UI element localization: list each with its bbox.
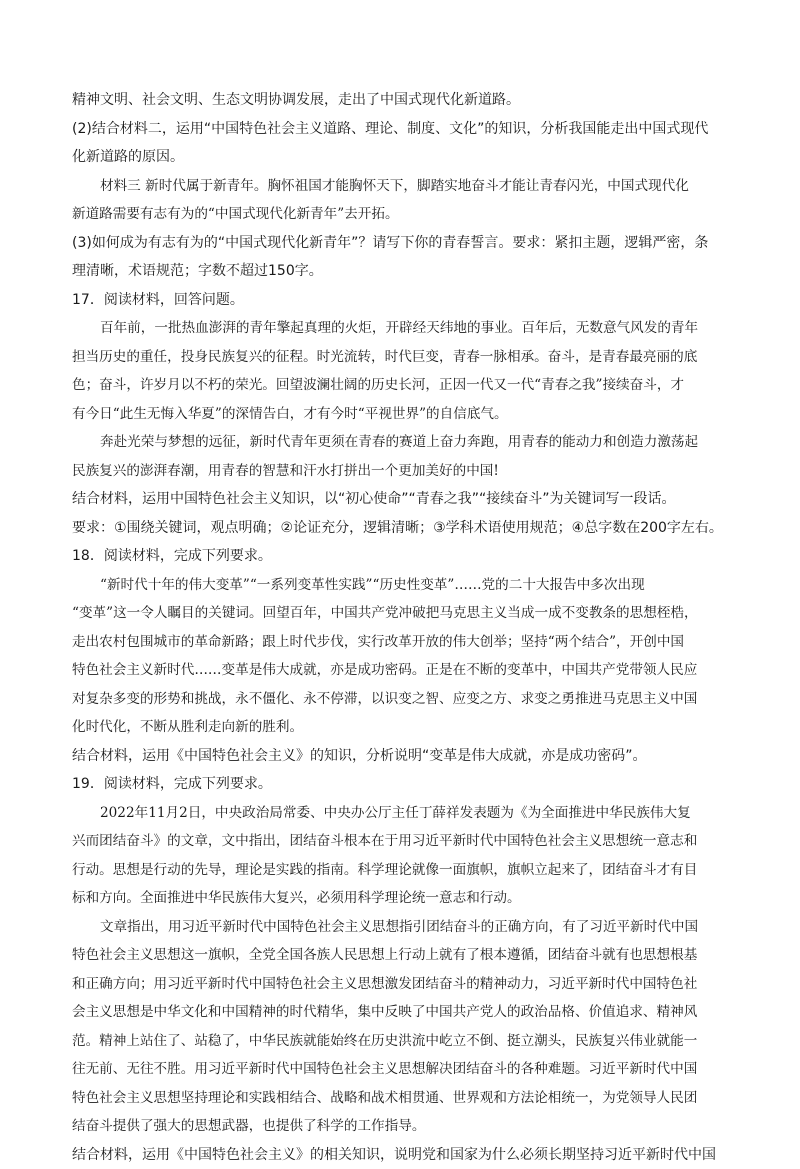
- q18-material-line: 化时代化，不断从胜利走向新的胜利。: [72, 713, 732, 742]
- q18-material-line: “变革”这一令人瞩目的关键词。回望百年，中国共产党冲破把马克思主义当成一成不变教条的思想桎梏，: [72, 599, 732, 628]
- q18-material-line: 对复杂多变的形势和挑战，永不僵化、永不停滞，以识变之智、应变之方、求变之勇推进马克思主义中国: [72, 685, 732, 714]
- q19-task: 结合材料，运用《中国特色社会主义》的相关知识，说明党和国家为什么必须长期坚持习近平新时代中国: [72, 1141, 732, 1169]
- q16-sub2-line: (2)结合材料二，运用“中国特色社会主义道路、理论、制度、文化”的知识，分析我国能走出中国式现代: [72, 115, 732, 144]
- q18-task: 结合材料，运用《中国特色社会主义》的知识，分析说明“变革是伟大成就，亦是成功密码”。: [72, 742, 732, 771]
- q19-material-line: 标和方向。全面推进中华民族伟大复兴，必须用科学理论统一意志和行动。: [72, 884, 732, 913]
- q17-material-line: 有今日“此生无悔入华夏”的深情告白，才有今时“平视世界”的自信底气。: [72, 400, 732, 429]
- q19-material-line: 行动。思想是行动的先导，理论是实践的指南。科学理论就像一面旗帜，旗帜立起来了，团结奋斗才有目: [72, 856, 732, 885]
- q19-material-line: 兴而团结奋斗》的文章，文中指出，团结奋斗根本在于用习近平新时代中国特色社会主义思想统一意志和: [72, 827, 732, 856]
- q17-material-line: 担当历史的重任，投身民族复兴的征程。时光流转，时代巨变，青春一脉相承。奋斗，是青春最亮丽的底: [72, 343, 732, 372]
- q19-material-line: 和正确方向；用习近平新时代中国特色社会主义思想激发团结奋斗的精神动力，习近平新时代中国特色社: [72, 970, 732, 999]
- q19-material-line: 结奋斗提供了强大的思想武器，也提供了科学的工作指导。: [72, 1112, 732, 1141]
- document-page: [72, 86, 732, 1169]
- q16-material3-line: 材料三 新时代属于新青年。胸怀祖国才能胸怀天下，脚踏实地奋斗才能让青春闪光，中国式现代化: [72, 172, 732, 201]
- q17-requirements: 要求：①围绕关键词，观点明确；②论证充分，逻辑清晰；③学科术语使用规范；④总字数在200字左右。: [72, 514, 732, 543]
- q19-material-line: 往无前、无往不胜。用习近平新时代中国特色社会主义思想解决团结奋斗的各种难题。习近平新时代中国: [72, 1055, 732, 1084]
- q17-material-line: 民族复兴的澎湃春潮，用青春的智慧和汗水打拼出一个更加美好的中国!: [72, 457, 732, 486]
- q16-continuation: 精神文明、社会文明、生态文明协调发展，走出了中国式现代化新道路。: [72, 86, 732, 115]
- q17-material-line: 色；奋斗，许岁月以不朽的荣光。回望波澜壮阔的历史长河，正因一代又一代“青春之我”接续奋斗，才: [72, 371, 732, 400]
- q19-material-line: 会主义思想是中华文化和中国精神的时代精华，集中反映了中国共产党人的政治品格、价值追求、精神风: [72, 998, 732, 1027]
- q19-material-line: 文章指出，用习近平新时代中国特色社会主义思想指引团结奋斗的正确方向，有了习近平新时代中国: [72, 913, 732, 942]
- q19-material-line: 范。精神上站住了、站稳了，中华民族就能始终在历史洪流中屹立不倒、挺立潮头，民族复兴伟业就能一: [72, 1027, 732, 1056]
- q17-title: 17．阅读材料，回答问题。: [72, 286, 732, 315]
- q18-material-line: “新时代十年的伟大变革”“一系列变革性实践”“历史性变革”……党的二十大报告中多次出现: [72, 571, 732, 600]
- q18-title: 18．阅读材料，完成下列要求。: [72, 542, 732, 571]
- q16-sub3-line: (3)如何成为有志有为的“中国式现代化新青年”？请写下你的青春誓言。要求：紧扣主题，逻辑严密，条: [72, 229, 732, 258]
- q19-material-line: 2022年11月2日，中央政治局常委、中央办公厅主任丁薛祥发表题为《为全面推进中华民族伟大复: [72, 799, 732, 828]
- q19-material-line: 特色社会主义思想坚持理论和实践相结合、战略和战术相贯通、世界观和方法论相统一，为党领导人民团: [72, 1084, 732, 1113]
- q16-sub3-line: 理清晰，术语规范；字数不超过150字。: [72, 257, 732, 286]
- q17-task: 结合材料，运用中国特色社会主义知识，以“初心使命”“青春之我”“接续奋斗”为关键词写一段话。: [72, 485, 732, 514]
- q16-material3-line: 新道路需要有志有为的“中国式现代化新青年”去开拓。: [72, 200, 732, 229]
- q19-title: 19．阅读材料，完成下列要求。: [72, 770, 732, 799]
- q18-material-line: 特色社会主义新时代……变革是伟大成就，亦是成功密码。正是在不断的变革中，中国共产党带领人民应: [72, 656, 732, 685]
- q17-material-line: 百年前，一批热血澎湃的青年擎起真理的火炬，开辟经天纬地的事业。百年后，无数意气风发的青年: [72, 314, 732, 343]
- q19-material-line: 特色社会主义思想这一旗帜，全党全国各族人民思想上行动上就有了根本遵循，团结奋斗就有也思想根基: [72, 941, 732, 970]
- q18-material-line: 走出农村包围城市的革命新路；跟上时代步伐，实行改革开放的伟大创举；坚持“两个结合”，开创中国: [72, 628, 732, 657]
- q17-material-line: 奔赴光荣与梦想的远征，新时代青年更须在青春的赛道上奋力奔跑，用青春的能动力和创造力激荡起: [72, 428, 732, 457]
- q16-sub2-line: 化新道路的原因。: [72, 143, 732, 172]
